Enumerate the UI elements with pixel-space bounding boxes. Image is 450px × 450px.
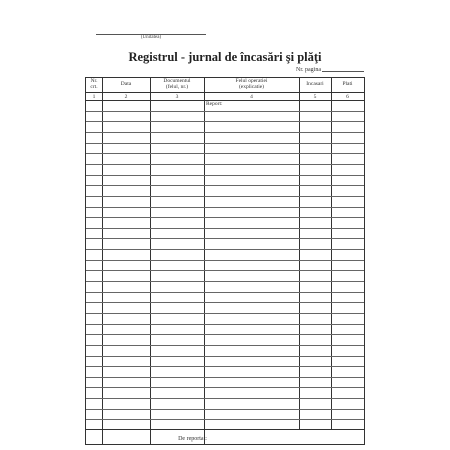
column-number-divider <box>86 100 364 101</box>
header-incasari: Incasari <box>306 80 324 87</box>
table-row-line <box>86 324 364 325</box>
table-row-line <box>86 238 364 239</box>
table-row-line <box>86 132 364 133</box>
table-row-line <box>86 121 364 122</box>
table-row-line <box>86 185 364 186</box>
register-title: Registrul - jurnal de încasări şi plăţi <box>128 50 322 64</box>
table-row-line <box>86 281 364 282</box>
column-number: 3 <box>175 94 179 100</box>
table-row-line <box>86 387 364 388</box>
table-row-line <box>86 175 364 176</box>
table-row-line <box>86 334 364 335</box>
table-row-line <box>86 153 364 154</box>
table-row-line <box>86 313 364 314</box>
table-row-line <box>86 207 364 208</box>
header-documentul: Documentul (felul, nr.) <box>163 78 191 90</box>
header-felul-operatiei: Felul operatiei (explicatie) <box>235 78 268 90</box>
table-row-line <box>86 217 364 218</box>
register-table <box>85 77 365 445</box>
header-plati: Plati <box>342 80 353 87</box>
table-row-line <box>86 260 364 261</box>
carry-in-label: Report: <box>206 101 223 107</box>
page-number-field <box>296 67 364 73</box>
footer-divider <box>86 429 364 430</box>
column-number: 5 <box>313 94 317 100</box>
column-number: 2 <box>124 94 128 100</box>
column-number: 6 <box>346 94 349 100</box>
table-row-line <box>86 409 364 410</box>
table-row-line <box>86 270 364 271</box>
column-divider <box>150 78 151 444</box>
column-number: 1 <box>92 94 96 100</box>
column-divider <box>204 78 205 444</box>
table-row-line <box>86 196 364 197</box>
table-row-line <box>86 164 364 165</box>
page-number-blank[interactable] <box>322 71 364 72</box>
table-row-line <box>86 111 364 112</box>
table-row-line <box>86 143 364 144</box>
table-row-line <box>86 398 364 399</box>
unit-label: (Unitatea) <box>140 35 162 40</box>
page-number-label: Nr. pagina <box>296 67 321 73</box>
header-data: Data <box>120 80 132 87</box>
table-row-line <box>86 228 364 229</box>
header-nr-crt: Nr. crt. <box>90 78 98 90</box>
table-row-line <box>86 345 364 346</box>
table-row-line <box>86 249 364 250</box>
column-divider <box>102 78 103 444</box>
table-row-line <box>86 366 364 367</box>
table-row-line <box>86 302 364 303</box>
table-row-line <box>86 419 364 420</box>
carry-out-label: De reportat: <box>178 436 207 442</box>
table-row-line <box>86 292 364 293</box>
table-row-line <box>86 377 364 378</box>
column-number: 4 <box>250 94 253 100</box>
table-row-line <box>86 356 364 357</box>
